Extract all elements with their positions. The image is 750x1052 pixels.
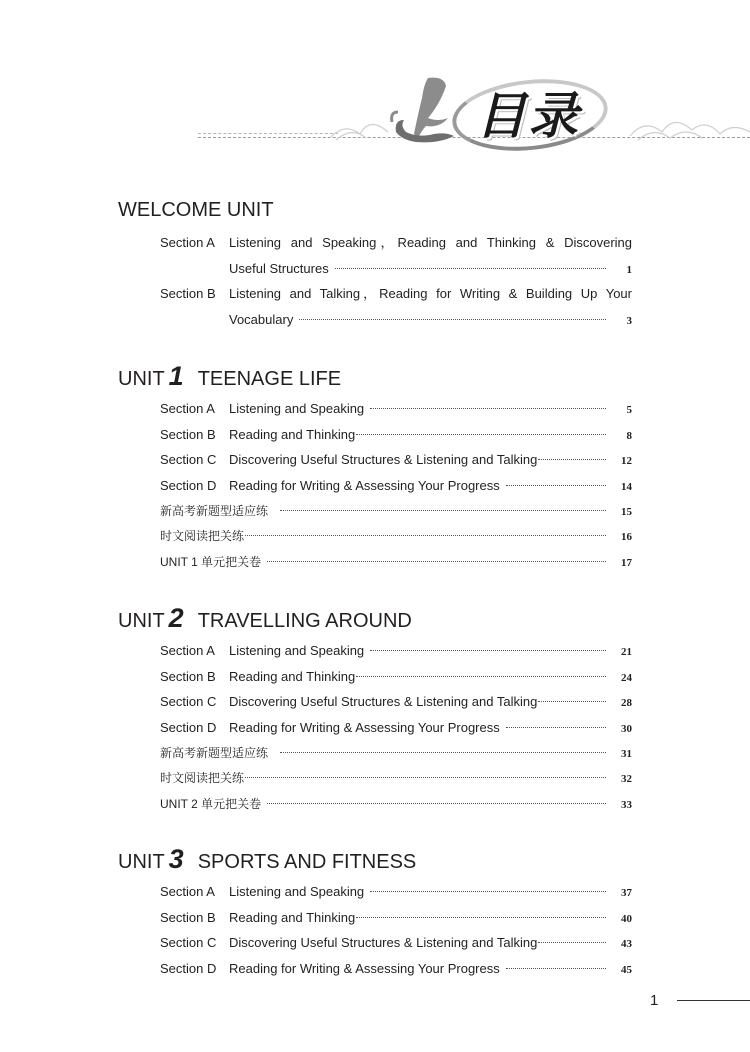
toc-entry-continuation[interactable] bbox=[160, 307, 632, 333]
unit-name: TEENAGE LIFE bbox=[197, 368, 342, 390]
section-label: Section A bbox=[160, 643, 215, 658]
unit-number: 3 bbox=[168, 844, 184, 874]
dot-leader bbox=[267, 803, 606, 804]
entry-title-line: Listening and Talking，Reading for Writing & Building Up Your bbox=[229, 286, 632, 302]
section-label: Section C bbox=[160, 452, 217, 468]
toc-entry-continuation[interactable] bbox=[160, 256, 632, 282]
section-label: Section B bbox=[160, 286, 216, 302]
toc-entry[interactable] bbox=[160, 281, 632, 307]
page-number: 8 bbox=[626, 429, 632, 442]
entry-title: Reading and Thinking bbox=[229, 426, 356, 442]
dot-leader bbox=[356, 917, 606, 918]
unit-prefix: UNIT bbox=[118, 610, 165, 632]
section-label: Section B bbox=[160, 668, 216, 684]
toc-entry[interactable] bbox=[160, 638, 632, 664]
entry-title: UNIT 2 单元把关卷 bbox=[160, 797, 262, 812]
toc-entry[interactable] bbox=[160, 499, 632, 525]
page-number: 32 bbox=[621, 773, 632, 786]
toc-entry[interactable] bbox=[160, 905, 632, 931]
page-number: 17 bbox=[621, 557, 632, 570]
section-label: Section A bbox=[160, 401, 215, 416]
page-number: 21 bbox=[621, 646, 632, 658]
entry-title-line: Listening and Speaking，Reading and Thinking & Discovering bbox=[229, 235, 632, 250]
toc-entry[interactable] bbox=[160, 447, 632, 473]
page-title: 目录 bbox=[476, 87, 580, 145]
page-number: 31 bbox=[621, 747, 632, 760]
dot-leader bbox=[370, 891, 606, 892]
entry-title: Listening and Speaking bbox=[229, 643, 365, 658]
dot-leader bbox=[245, 535, 606, 536]
toc-entry[interactable] bbox=[160, 741, 632, 767]
dot-leader bbox=[299, 319, 606, 320]
toc-entry[interactable] bbox=[160, 473, 632, 499]
unit-3 bbox=[118, 844, 638, 977]
page-number: 16 bbox=[621, 531, 632, 544]
page-number: 24 bbox=[621, 671, 632, 684]
toc-entry[interactable] bbox=[160, 879, 632, 905]
entry-title-line: Useful Structures bbox=[229, 260, 329, 276]
section-label: Section A bbox=[160, 884, 215, 899]
dot-leader bbox=[506, 485, 606, 486]
page-number: 12 bbox=[621, 455, 632, 468]
dot-leader bbox=[506, 968, 606, 969]
unit-heading bbox=[118, 361, 638, 391]
page-number: 28 bbox=[621, 697, 632, 710]
dot-leader bbox=[370, 408, 606, 409]
entry-title: Reading for Writing & Assessing Your Progress bbox=[229, 478, 500, 494]
page-number: 1 bbox=[626, 263, 632, 276]
toc-entry[interactable] bbox=[160, 664, 632, 690]
section-label: Section B bbox=[160, 426, 216, 442]
entry-title: Reading for Writing & Assessing Your Progress bbox=[229, 961, 500, 977]
unit-heading-text: WELCOME UNIT bbox=[118, 199, 274, 221]
entry-title: 时文阅读把关练 bbox=[160, 771, 245, 786]
entry-title: Listening and Speaking bbox=[229, 884, 365, 899]
dot-leader bbox=[538, 942, 606, 943]
toc-entry[interactable] bbox=[160, 956, 632, 982]
footer-rule bbox=[677, 1000, 750, 1001]
entry-title: 新高考新题型适应练 bbox=[160, 745, 269, 760]
toc-entry[interactable] bbox=[160, 766, 632, 792]
toc-entry[interactable] bbox=[160, 524, 632, 550]
section-label: Section C bbox=[160, 694, 217, 710]
entry-title: 时文阅读把关练 bbox=[160, 529, 245, 544]
unit-entries bbox=[160, 230, 632, 333]
unit-heading bbox=[118, 198, 638, 222]
footer-page-number: 1 bbox=[650, 992, 659, 1009]
dot-leader bbox=[245, 777, 606, 778]
section-label: Section B bbox=[160, 909, 216, 925]
dot-leader bbox=[335, 268, 606, 269]
toc-entry[interactable] bbox=[160, 715, 632, 741]
section-label: Section C bbox=[160, 935, 217, 951]
section-label: Section D bbox=[160, 720, 217, 736]
page-number: 15 bbox=[621, 505, 632, 518]
unit-heading bbox=[118, 603, 638, 633]
toc-entry[interactable] bbox=[160, 689, 632, 715]
unit-1 bbox=[118, 361, 638, 570]
dot-leader bbox=[538, 459, 606, 460]
entry-title: Reading and Thinking bbox=[229, 668, 356, 684]
entry-title: Discovering Useful Structures & Listening and Talking bbox=[229, 452, 538, 468]
toc-entry[interactable] bbox=[160, 550, 632, 576]
page-number: 45 bbox=[621, 964, 632, 977]
unit-2 bbox=[118, 603, 638, 812]
section-label: Section A bbox=[160, 235, 215, 250]
entry-title: Discovering Useful Structures & Listening and Talking bbox=[229, 935, 538, 951]
dot-leader bbox=[280, 510, 606, 511]
dot-leader bbox=[506, 727, 606, 728]
page-number: 30 bbox=[621, 723, 632, 736]
unit-prefix: UNIT bbox=[118, 851, 165, 873]
unit-prefix: UNIT bbox=[118, 368, 165, 390]
unit-welcome bbox=[118, 198, 638, 328]
dot-leader bbox=[356, 676, 606, 677]
entry-title: Discovering Useful Structures & Listening and Talking bbox=[229, 694, 538, 710]
unit-entries bbox=[160, 638, 632, 818]
page-number: 37 bbox=[621, 887, 632, 899]
unit-entries bbox=[160, 879, 632, 982]
entry-title: Reading and Thinking bbox=[229, 909, 356, 925]
unit-heading bbox=[118, 844, 638, 874]
entry-title-line: Vocabulary bbox=[229, 312, 294, 328]
dot-leader bbox=[370, 650, 606, 651]
page-number: 40 bbox=[621, 912, 632, 925]
toc-entry[interactable] bbox=[160, 422, 632, 448]
dot-leader bbox=[538, 701, 606, 702]
unit-name: SPORTS AND FITNESS bbox=[197, 851, 417, 873]
decorative-dashed-line bbox=[198, 133, 338, 134]
unit-entries bbox=[160, 396, 632, 576]
page-number: 43 bbox=[621, 938, 632, 951]
page-number: 33 bbox=[621, 799, 632, 812]
section-label: Section D bbox=[160, 961, 217, 977]
dot-leader bbox=[356, 434, 606, 435]
unit-name: TRAVELLING AROUND bbox=[197, 610, 412, 632]
entry-title: Reading for Writing & Assessing Your Progress bbox=[229, 720, 500, 736]
entry-title: Listening and Speaking bbox=[229, 401, 365, 416]
page-number: 5 bbox=[626, 404, 632, 416]
leaping-fish-icon bbox=[388, 74, 458, 144]
dot-leader bbox=[267, 561, 606, 562]
toc-header-banner bbox=[0, 60, 750, 160]
unit-number: 2 bbox=[168, 603, 184, 633]
toc-entry[interactable] bbox=[160, 792, 632, 818]
page-number: 3 bbox=[626, 315, 632, 328]
toc-entry[interactable] bbox=[160, 396, 632, 422]
entry-title: 新高考新题型适应练 bbox=[160, 503, 269, 518]
toc-entry[interactable] bbox=[160, 930, 632, 956]
toc-entry[interactable] bbox=[160, 230, 632, 256]
page-number: 14 bbox=[621, 481, 632, 494]
section-label: Section D bbox=[160, 478, 217, 494]
dot-leader bbox=[280, 752, 606, 753]
unit-number: 1 bbox=[168, 361, 184, 391]
entry-title: UNIT 1 单元把关卷 bbox=[160, 555, 262, 570]
